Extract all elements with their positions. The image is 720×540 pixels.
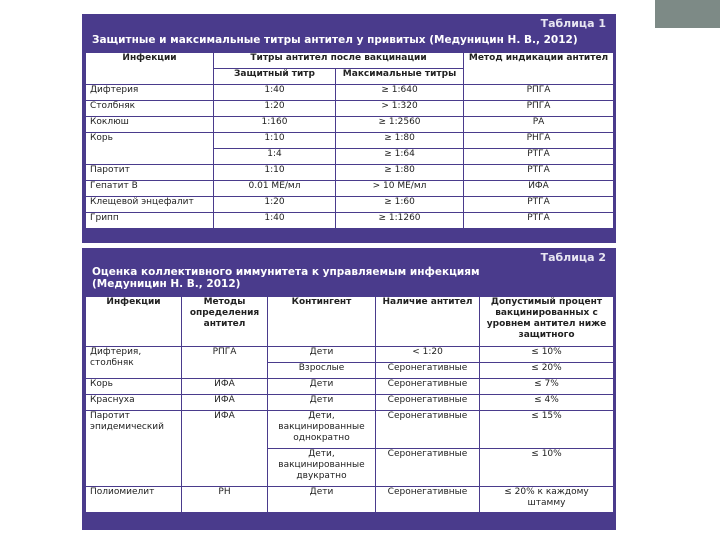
cell-infection: Дифтерия xyxy=(86,85,214,101)
cell-maximal: ≥ 1:640 xyxy=(336,85,464,101)
cell-protective: 1:20 xyxy=(214,101,336,117)
cell-presence: Серонегативные xyxy=(376,449,480,487)
cell-infection: Корь xyxy=(86,379,182,395)
cell-infection: Паротит эпидемический xyxy=(86,411,182,487)
cell-presence: Серонегативные xyxy=(376,395,480,411)
cell-contingent: Дети, вакцинированные двукратно xyxy=(268,449,376,487)
table-row xyxy=(86,395,614,411)
top-bar-accent xyxy=(655,0,720,28)
table-row xyxy=(86,165,614,181)
cell-protective: 0.01 МЕ/мл xyxy=(214,181,336,197)
table-row xyxy=(86,197,614,213)
cell-maximal: > 10 МЕ/мл xyxy=(336,181,464,197)
table-row xyxy=(86,411,614,449)
table-2-title-line1: Оценка коллективного иммунитета к управляемым инфекциям xyxy=(92,266,480,278)
cell-protective: 1:160 xyxy=(214,117,336,133)
cell-infection: Столбняк xyxy=(86,101,214,117)
table-row xyxy=(86,487,614,513)
cell-protective: 1:10 xyxy=(214,165,336,181)
col-titers-group: Титры антител после вакцинации xyxy=(214,53,464,69)
cell-maximal: > 1:320 xyxy=(336,101,464,117)
cell-infection: Дифтерия, столбняк xyxy=(86,347,182,379)
cell-method: РПГА xyxy=(464,85,614,101)
cell-infection: Краснуха xyxy=(86,395,182,411)
cell-presence: Серонегативные xyxy=(376,363,480,379)
cell-method: РПГА xyxy=(464,101,614,117)
cell-maximal: ≥ 1:2560 xyxy=(336,117,464,133)
col-contingent: Контингент xyxy=(268,297,376,347)
table-row xyxy=(86,347,614,363)
col-presence: Наличие антител xyxy=(376,297,480,347)
cell-presence: Серонегативные xyxy=(376,487,480,513)
cell-maximal: ≥ 1:1260 xyxy=(336,213,464,229)
col-methods: Методы определения антител xyxy=(182,297,268,347)
cell-infection: Полиомиелит xyxy=(86,487,182,513)
cell-maximal: ≥ 1:80 xyxy=(336,133,464,149)
cell-contingent: Дети xyxy=(268,347,376,363)
table-row xyxy=(86,379,614,395)
table-row xyxy=(86,117,614,133)
cell-protective: 1:40 xyxy=(214,85,336,101)
col-protective: Защитный титр xyxy=(214,69,336,85)
cell-infection: Клещевой энцефалит xyxy=(86,197,214,213)
table-2 xyxy=(82,248,616,530)
cell-contingent: Дети xyxy=(268,379,376,395)
table-row xyxy=(86,101,614,117)
table-row xyxy=(86,213,614,229)
cell-contingent: Дети xyxy=(268,487,376,513)
cell-infection: Паротит xyxy=(86,165,214,181)
col-maximal: Максимальные титры xyxy=(336,69,464,85)
cell-contingent: Дети xyxy=(268,395,376,411)
cell-method: РТГА xyxy=(464,149,614,165)
cell-method: РТГА xyxy=(464,165,614,181)
cell-allowed: ≤ 10% xyxy=(480,449,614,487)
cell-allowed: ≤ 10% xyxy=(480,347,614,363)
cell-protective: 1:4 xyxy=(214,149,336,165)
col-infections: Инфекции xyxy=(86,297,182,347)
cell-allowed: ≤ 15% xyxy=(480,411,614,449)
cell-presence: Серонегативные xyxy=(376,379,480,395)
cell-method: РПГА xyxy=(182,347,268,379)
col-allowed: Допустимый процент вакцинированных с уровнем антител ниже защитного xyxy=(480,297,614,347)
cell-allowed: ≤ 20% xyxy=(480,363,614,379)
cell-presence: Серонегативные xyxy=(376,411,480,449)
table-1 xyxy=(82,14,616,243)
cell-presence: < 1:20 xyxy=(376,347,480,363)
cell-method: РА xyxy=(464,117,614,133)
table-2-grid xyxy=(85,296,614,513)
cell-method: ИФА xyxy=(182,395,268,411)
cell-maximal: ≥ 1:64 xyxy=(336,149,464,165)
cell-infection: Гепатит В xyxy=(86,181,214,197)
cell-method: ИФА xyxy=(464,181,614,197)
cell-contingent: Взрослые xyxy=(268,363,376,379)
table-row xyxy=(86,181,614,197)
cell-method: РНГА xyxy=(464,133,614,149)
cell-protective: 1:20 xyxy=(214,197,336,213)
cell-method: ИФА xyxy=(182,411,268,487)
cell-method: РН xyxy=(182,487,268,513)
table-1-grid xyxy=(85,52,614,229)
cell-maximal: ≥ 1:80 xyxy=(336,165,464,181)
cell-method: РТГА xyxy=(464,197,614,213)
table-1-number: Таблица 1 xyxy=(540,17,606,30)
cell-infection: Коклюш xyxy=(86,117,214,133)
table-row xyxy=(86,133,614,149)
cell-method: РТГА xyxy=(464,213,614,229)
table-1-title: Защитные и максимальные титры антител у привитых (Медуницин Н. В., 2012) xyxy=(92,34,578,46)
cell-allowed: ≤ 7% xyxy=(480,379,614,395)
cell-allowed: ≤ 4% xyxy=(480,395,614,411)
cell-infection: Грипп xyxy=(86,213,214,229)
cell-infection: Корь xyxy=(86,133,214,165)
col-method: Метод индикации антител xyxy=(464,53,614,85)
table-row xyxy=(86,85,614,101)
cell-protective: 1:40 xyxy=(214,213,336,229)
col-infections: Инфекции xyxy=(86,53,214,85)
cell-allowed: ≤ 20% к каждому штамму xyxy=(480,487,614,513)
table-2-title-line2: (Медуницин Н. В., 2012) xyxy=(92,278,241,290)
table-2-number: Таблица 2 xyxy=(540,251,606,264)
cell-maximal: ≥ 1:60 xyxy=(336,197,464,213)
cell-method: ИФА xyxy=(182,379,268,395)
cell-protective: 1:10 xyxy=(214,133,336,149)
cell-contingent: Дети, вакцинированные однократно xyxy=(268,411,376,449)
